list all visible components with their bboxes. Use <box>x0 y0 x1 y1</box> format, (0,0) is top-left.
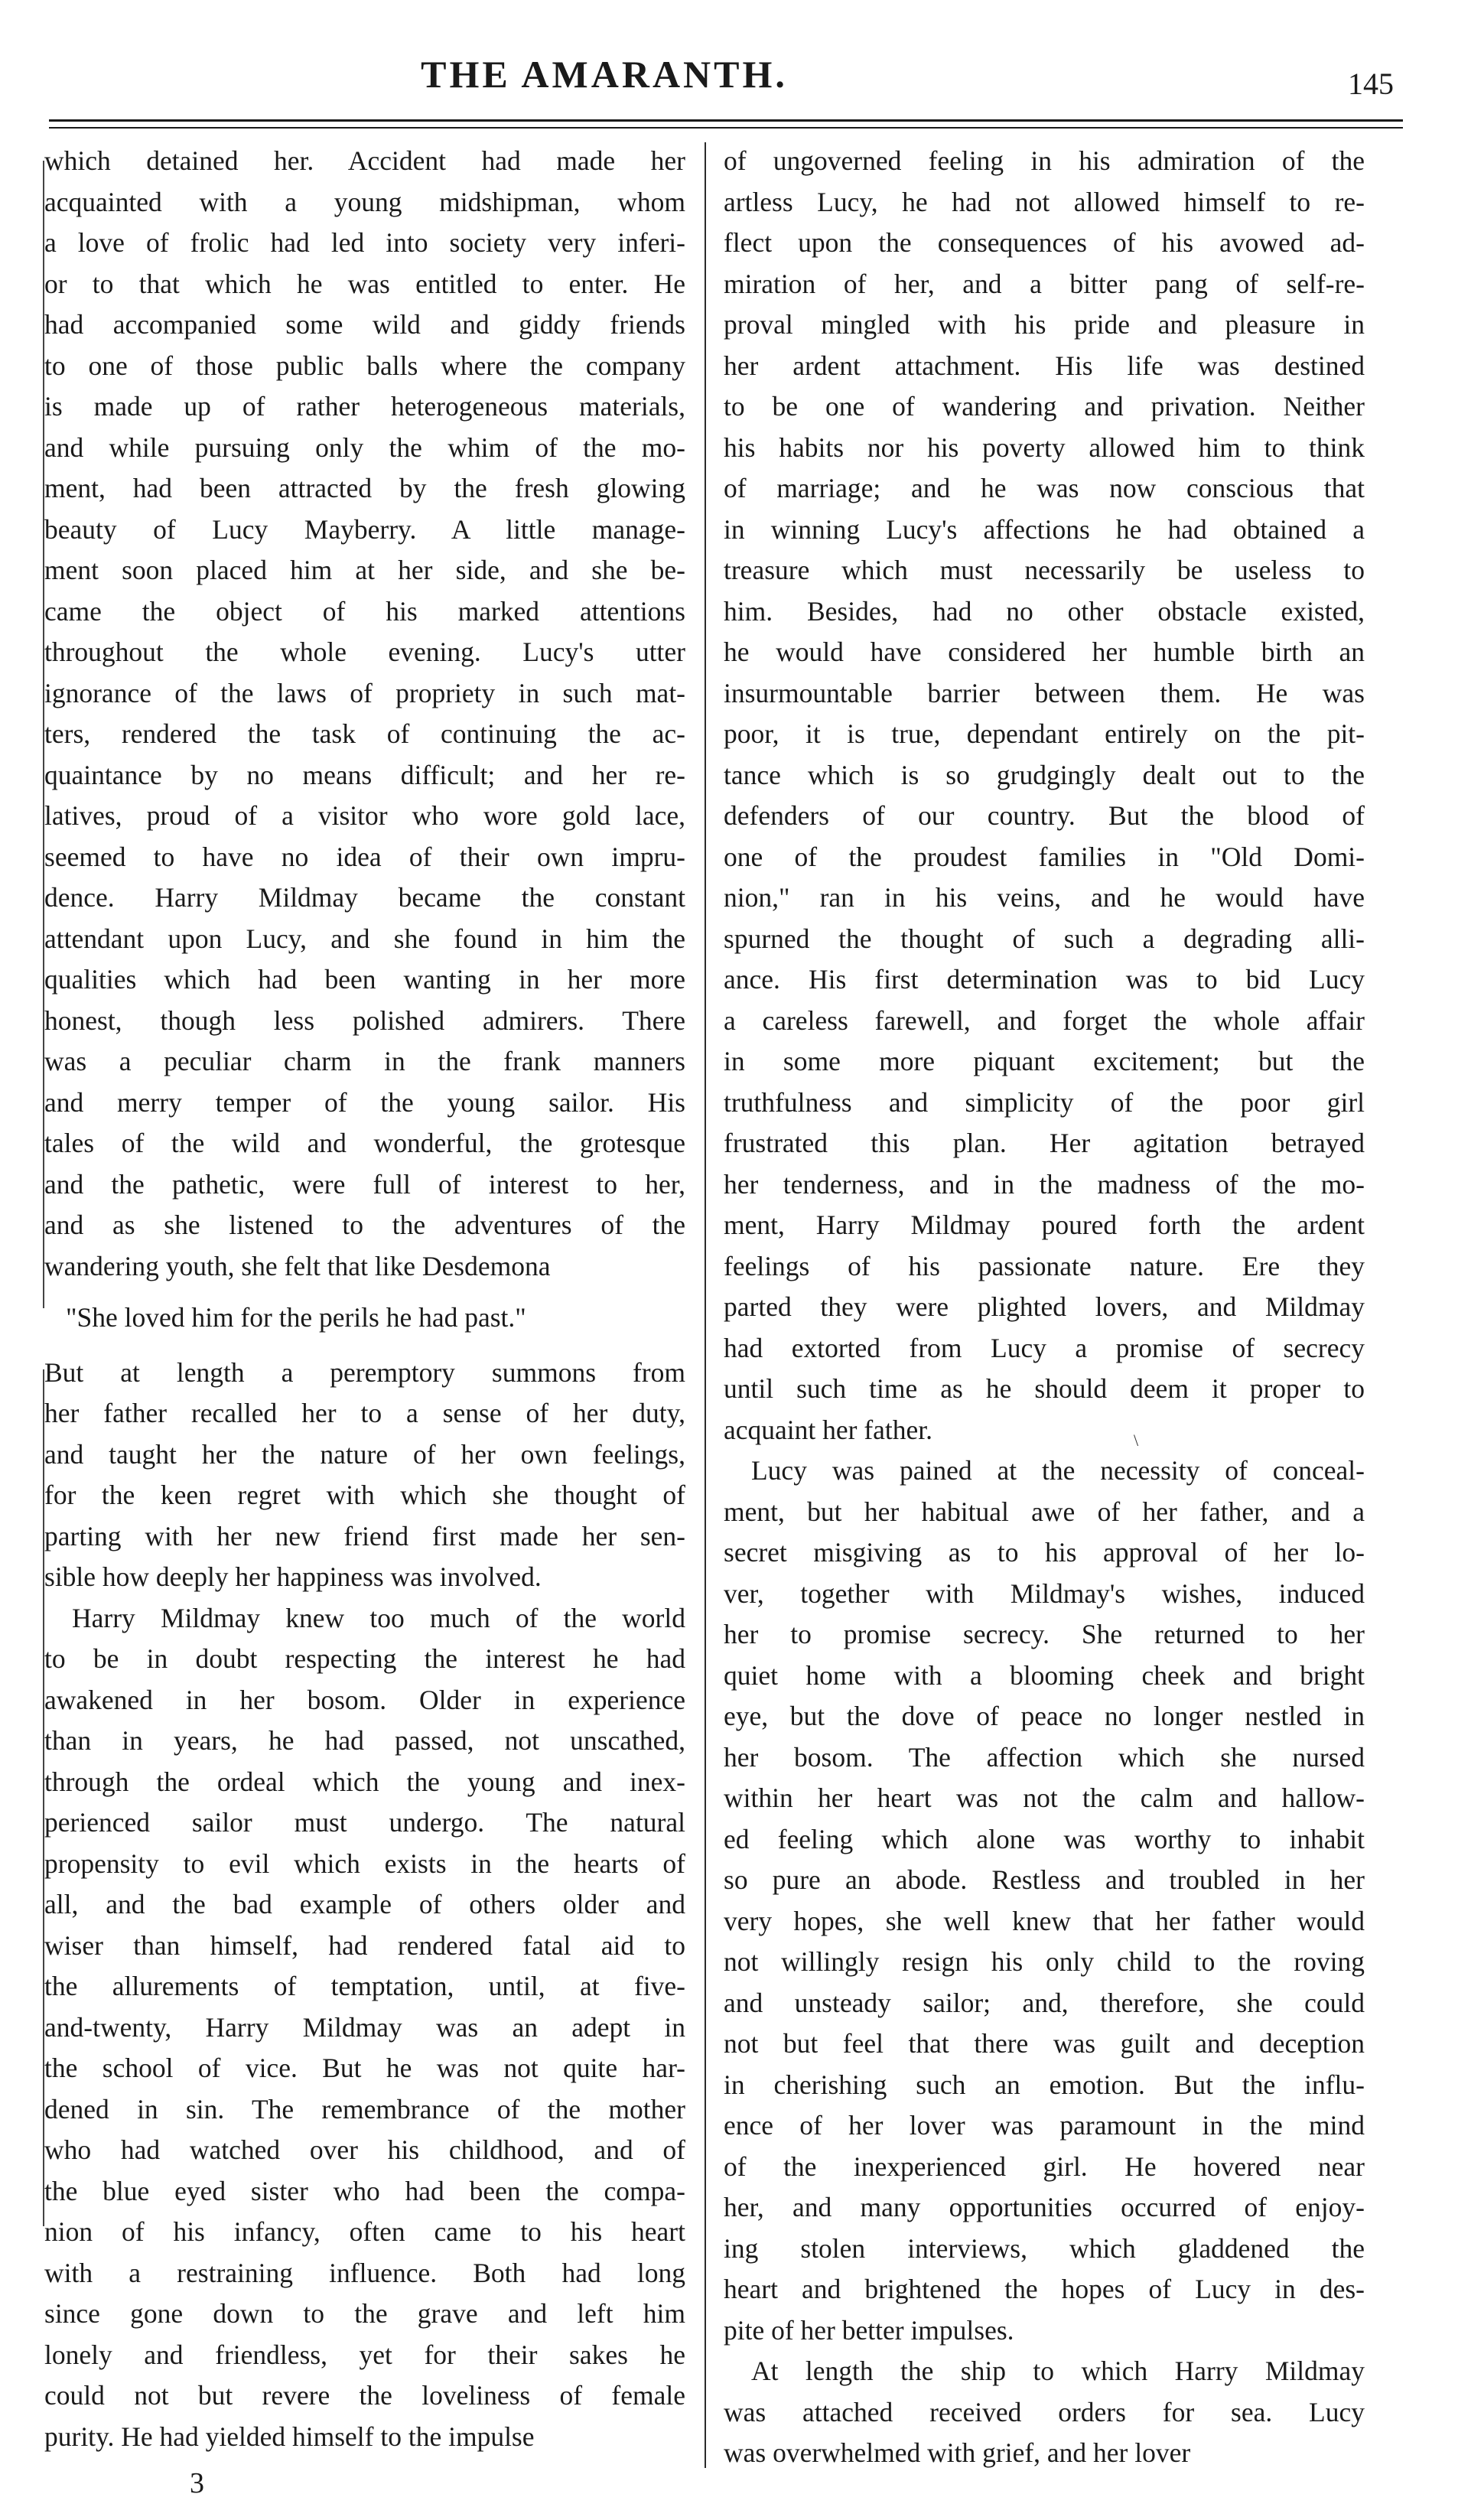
text-line: eye, but the dove of peace no longer nestled in <box>724 1701 1365 1731</box>
right-column <box>724 141 1365 2474</box>
text-line: is made up of rather heterogeneous materials, <box>44 391 685 422</box>
text-line: all, and the bad example of others older and <box>44 1889 685 1919</box>
text-line: quiet home with a blooming cheek and bright <box>724 1659 1365 1691</box>
ink-mark: \ <box>1134 1431 1139 1450</box>
page-number: 145 <box>1348 67 1394 101</box>
text-line: secret misgiving as to his approval of her lo- <box>724 1537 1365 1568</box>
text-line: to be in doubt respecting the interest he had <box>44 1643 685 1674</box>
text-line: and taught her the nature of her own feelings, <box>44 1438 685 1470</box>
text-line: came the object of his marked attentions <box>44 595 685 627</box>
text-line: could not but revere the loveliness of female <box>44 2380 685 2411</box>
text-line: her to promise secrecy. She returned to her <box>724 1619 1365 1649</box>
text-line: awakened in her bosom. Older in experience <box>44 1684 685 1715</box>
text-line: of marriage; and he was now conscious that <box>724 473 1365 503</box>
text-line: defenders of our country. But the blood of <box>724 800 1365 831</box>
text-line: than in years, he had passed, not unscathed, <box>44 1725 685 1756</box>
text-line: in some more piquant excitement; but the <box>724 1046 1365 1076</box>
text-line: ed feeling which alone was worthy to inhabit <box>724 1823 1365 1854</box>
text-line: and unsteady sailor; and, therefore, she could <box>724 1987 1365 2018</box>
text-line: propensity to evil which exists in the hearts of <box>44 1848 685 1879</box>
text-line: him. Besides, had no other obstacle existed, <box>724 595 1365 627</box>
text-line: and the pathetic, were full of interest to her, <box>44 1168 685 1200</box>
text-line: insurmountable barrier between them. He was <box>724 677 1365 708</box>
text-line: qualities which had been wanting in her more <box>44 964 685 995</box>
text-line: parting with her new friend first made her sen- <box>44 1520 685 1551</box>
header-rule-thin <box>49 127 1403 129</box>
text-line: her ardent attachment. His life was destined <box>724 350 1365 381</box>
text-line: nion," ran in his veins, and he would have <box>724 882 1365 913</box>
text-line: tales of the wild and wonderful, the grotesque <box>44 1128 685 1158</box>
text-line: ment, Harry Mildmay poured forth the ardent <box>724 1210 1365 1240</box>
text-line: of ungoverned feeling in his admiration of the <box>724 145 1365 176</box>
text-line: he would have considered her humble birth an <box>724 637 1365 667</box>
text-line: Lucy was pained at the necessity of conceal- <box>751 1455 1365 1486</box>
left-column <box>44 141 685 2457</box>
text-line: her father recalled her to a sense of her duty, <box>44 1398 685 1428</box>
text-line: ance. His first determination was to bid Lucy <box>724 964 1365 995</box>
text-line: within her heart was not the calm and hallow- <box>724 1783 1365 1813</box>
text-line: the allurements of temptation, until, at five- <box>44 1971 685 2001</box>
text-line: and as she listened to the adventures of the <box>44 1210 685 1240</box>
text-line: pite of her better impulses. <box>724 2314 1014 2346</box>
text-line: proval mingled with his pride and pleasure in <box>724 309 1365 340</box>
text-line: throughout the whole evening. Lucy's utter <box>44 637 685 667</box>
text-line: ing stolen interviews, which gladdened the <box>724 2232 1365 2264</box>
text-line: honest, though less polished admirers. There <box>44 1004 685 1036</box>
text-line: poor, it is true, dependant entirely on the pit- <box>724 718 1365 749</box>
text-line: a careless farewell, and forget the whole affair <box>724 1004 1365 1036</box>
column-divider <box>705 142 706 2468</box>
text-line: in cherishing such an emotion. But the influ- <box>724 2069 1365 2100</box>
text-line: dened in sin. The remembrance of the mother <box>44 2093 685 2124</box>
text-line: spurned the thought of such a degrading alli- <box>724 923 1365 954</box>
text-line: in winning Lucy's affections he had obtained a <box>724 513 1365 545</box>
text-line: for the keen regret with which she thought of <box>44 1480 685 1510</box>
signature-mark: 3 <box>190 2467 204 2499</box>
text-line: until such time as he should deem it proper to <box>724 1373 1365 1404</box>
text-line: who had watched over his childhood, and of <box>44 2134 685 2165</box>
text-line: dence. Harry Mildmay became the constant <box>44 882 685 913</box>
text-line: and while pursuing only the whim of the mo- <box>44 431 685 463</box>
text-line: lonely and friendless, yet for their sakes he <box>44 2339 685 2370</box>
text-line: feelings of his passionate nature. Ere they <box>724 1250 1365 1281</box>
text-line: flect upon the consequences of his avowed ad- <box>724 227 1365 258</box>
text-line: artless Lucy, he had not allowed himself to re- <box>724 186 1365 217</box>
text-line: acquaint her father. <box>724 1414 933 1445</box>
text-line: parted they were plighted lovers, and Mildmay <box>724 1291 1365 1322</box>
text-line: truthfulness and simplicity of the poor girl <box>724 1086 1365 1118</box>
text-line: his habits nor his poverty allowed him to think <box>724 431 1365 463</box>
text-line: ment soon placed him at her side, and she be- <box>44 555 685 585</box>
text-line: was overwhelmed with grief, and her lover <box>724 2437 1191 2468</box>
text-line: since gone down to the grave and left him <box>44 2298 685 2329</box>
text-line: or to that which he was entitled to enter. He <box>44 268 685 299</box>
text-line: nion of his infancy, often came to his heart <box>44 2216 685 2247</box>
text-line: to be one of wandering and privation. Neither <box>724 391 1365 422</box>
text-line: and merry temper of the young sailor. His <box>44 1086 685 1118</box>
text-line: very hopes, she well knew that her father would <box>724 1905 1365 1936</box>
text-line: to one of those public balls where the company <box>44 350 685 381</box>
text-line: the school of vice. But he was not quite har- <box>44 2053 685 2083</box>
text-line: purity. He had yielded himself to the impulse <box>44 2421 535 2452</box>
text-line: and-twenty, Harry Mildmay was an adept in <box>44 2011 685 2043</box>
text-line: "She loved him for the perils he had past." <box>66 1302 526 1333</box>
text-line: ment, had been attracted by the fresh glowing <box>44 473 685 503</box>
text-line: perienced sailor must undergo. The natural <box>44 1807 685 1838</box>
text-line: At length the ship to which Harry Mildmay <box>751 2356 1365 2386</box>
text-line: frustrated this plan. Her agitation betrayed <box>724 1128 1365 1158</box>
text-line: one of the proudest families in "Old Domi- <box>724 841 1365 872</box>
text-line: ignorance of the laws of propriety in such mat- <box>44 677 685 708</box>
text-line: latives, proud of a visitor who wore gold lace, <box>44 800 685 831</box>
text-line: But at length a peremptory summons from <box>44 1356 685 1388</box>
text-line: was attached received orders for sea. Lucy <box>724 2396 1365 2427</box>
text-line: wandering youth, she felt that like Desdemona <box>44 1250 551 1281</box>
text-line: with a restraining influence. Both had long <box>44 2257 685 2288</box>
text-line: wiser than himself, had rendered fatal aid to <box>44 1929 685 1961</box>
text-line: the blue eyed sister who had been the compa- <box>44 2175 685 2206</box>
text-line: through the ordeal which the young and inex- <box>44 1766 685 1797</box>
text-line: not willingly resign his only child to the roving <box>724 1946 1365 1977</box>
text-line: a love of frolic had led into society very inferi- <box>44 227 685 258</box>
text-line: ment, but her habitual awe of her father, and a <box>724 1496 1365 1527</box>
text-line: ters, rendered the task of continuing the ac- <box>44 718 685 749</box>
text-line: her bosom. The affection which she nursed <box>724 1741 1365 1773</box>
text-line: acquainted with a young midshipman, whom <box>44 186 685 217</box>
text-line: her, and many opportunities occurred of enjoy- <box>724 2192 1365 2222</box>
text-line: attendant upon Lucy, and she found in him the <box>44 923 685 954</box>
text-line: beauty of Lucy Mayberry. A little manage- <box>44 513 685 545</box>
text-line: quaintance by no means difficult; and her re- <box>44 759 685 790</box>
text-line: seemed to have no idea of their own impru- <box>44 841 685 872</box>
text-line: miration of her, and a bitter pang of self-re- <box>724 268 1365 299</box>
text-line: was a peculiar charm in the frank manners <box>44 1046 685 1076</box>
text-line: had accompanied some wild and giddy friends <box>44 309 685 340</box>
text-line: had extorted from Lucy a promise of secrecy <box>724 1332 1365 1363</box>
text-line: heart and brightened the hopes of Lucy in des- <box>724 2274 1365 2304</box>
text-line: so pure an abode. Restless and troubled in her <box>724 1864 1365 1895</box>
text-line: which detained her. Accident had made her <box>44 145 685 176</box>
text-line: treasure which must necessarily be useless to <box>724 555 1365 585</box>
text-line: Harry Mildmay knew too much of the world <box>72 1602 685 1633</box>
text-line: sible how deeply her happiness was involved. <box>44 1561 542 1592</box>
running-header-title: THE AMARANTH. <box>421 53 788 96</box>
text-line: not but feel that there was guilt and deception <box>724 2028 1365 2059</box>
text-line: tance which is so grudgingly dealt out to the <box>724 759 1365 790</box>
text-line: of the inexperienced girl. He hovered near <box>724 2150 1365 2182</box>
text-line: her tenderness, and in the madness of the mo- <box>724 1168 1365 1200</box>
header-rule <box>49 119 1403 122</box>
text-line: ver, together with Mildmay's wishes, induced <box>724 1577 1365 1609</box>
text-line: ence of her lover was paramount in the mind <box>724 2110 1365 2141</box>
